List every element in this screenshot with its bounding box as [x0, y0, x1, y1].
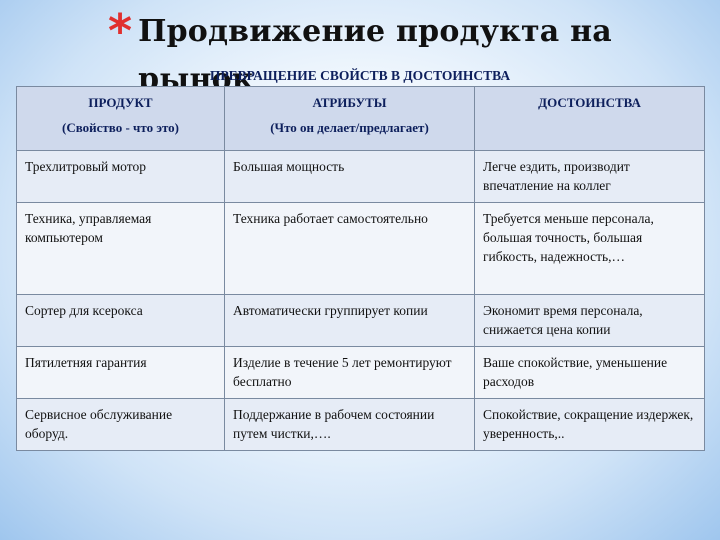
benefits-table — [16, 86, 705, 451]
cell-product: Техника, управляемая компьютером — [17, 203, 225, 295]
cell-attribute: Большая мощность — [225, 151, 475, 203]
cell-benefit: Требуется меньше персонала, большая точность, большая гибкость, надежность,… — [475, 203, 705, 295]
table-row — [17, 347, 705, 399]
cell-attribute: Поддержание в рабочем состоянии путем чистки,…. — [225, 399, 475, 451]
bullet-asterisk-icon: * — [108, 4, 133, 58]
header-attributes-note: (Что он делает/предлагает) — [270, 120, 429, 135]
cell-attribute: Техника работает самостоятельно — [225, 203, 475, 295]
header-benefits-title: ДОСТОИНСТВА — [538, 95, 641, 110]
cell-benefit: Спокойствие, сокращение издержек, уверенность,.. — [475, 399, 705, 451]
table-header-row — [17, 87, 705, 151]
cell-product: Трехлитровый мотор — [17, 151, 225, 203]
cell-product: Сортер для ксерокса — [17, 295, 225, 347]
header-product-note: (Свойство - что это) — [61, 120, 179, 135]
table-row — [17, 151, 705, 203]
table-row — [17, 203, 705, 295]
header-benefits — [475, 87, 705, 151]
header-attributes — [225, 87, 475, 151]
header-attributes-title: АТРИБУТЫ — [312, 95, 387, 110]
cell-benefit: Ваше спокойствие, уменьшение расходов — [475, 347, 705, 399]
header-product-title: ПРОДУКТ — [88, 95, 153, 110]
cell-benefit: Экономит время персонала, снижается цена копии — [475, 295, 705, 347]
slide-subtitle: ПРЕВРАЩЕНИЕ СВОЙСТВ В ДОСТОИНСТВА — [209, 68, 511, 83]
cell-attribute: Автоматически группирует копии — [225, 295, 475, 347]
cell-product: Сервисное обслуживание оборуд. — [17, 399, 225, 451]
table-row — [17, 399, 705, 451]
header-product — [17, 87, 225, 151]
slide-title: Продвижение продукта на рынок — [138, 14, 612, 97]
table-row — [17, 295, 705, 347]
cell-attribute: Изделие в течение 5 лет ремонтируют бесплатно — [225, 347, 475, 399]
cell-product: Пятилетняя гарантия — [17, 347, 225, 399]
cell-benefit: Легче ездить, производит впечатление на коллег — [475, 151, 705, 203]
